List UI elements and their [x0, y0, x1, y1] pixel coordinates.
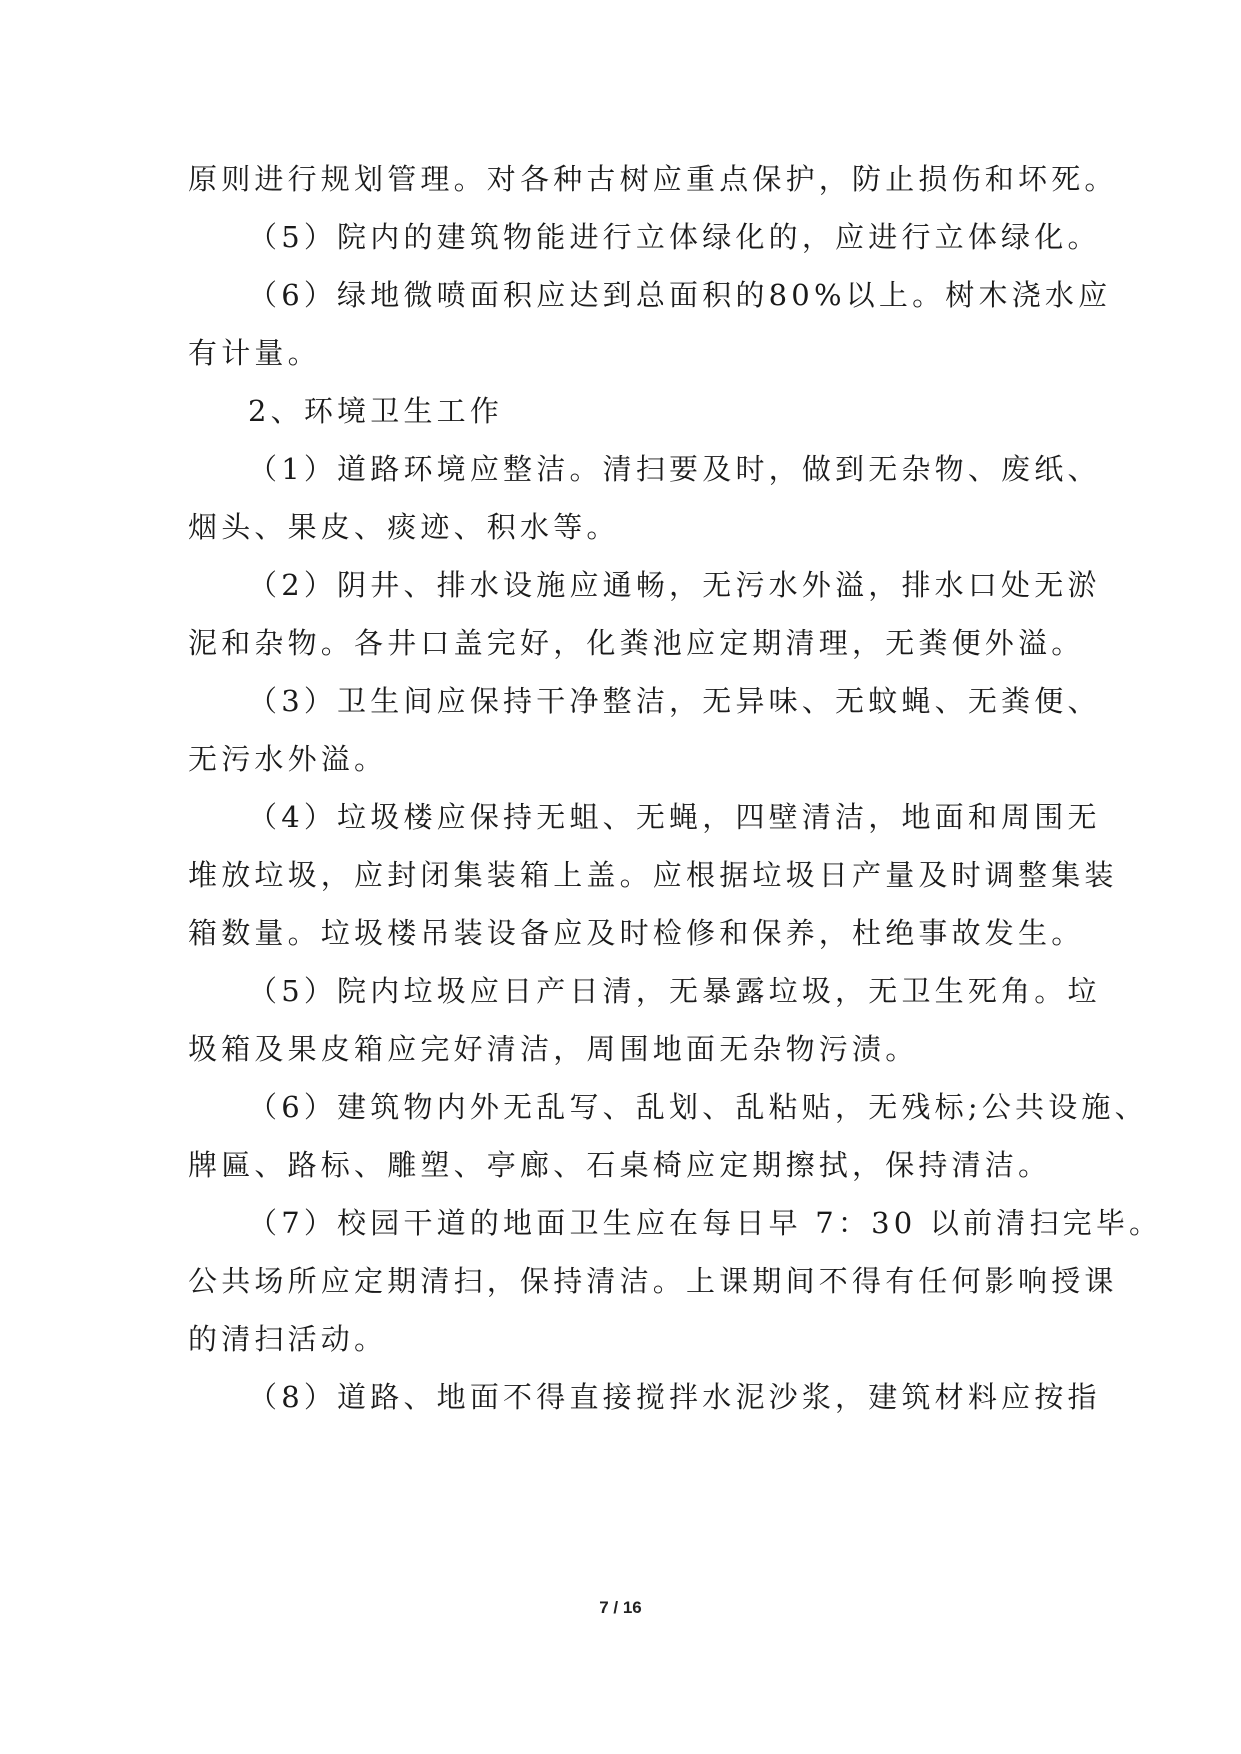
text-line: 有计量。 [188, 336, 321, 370]
text-line: 箱数量。垃圾楼吊装设备应及时检修和保养，杜绝事故发生。 [188, 916, 1085, 950]
document-body [188, 150, 1163, 1426]
text-line: 无污水外溢。 [188, 742, 388, 776]
text-line: （3）卫生间应保持干净整洁，无异味、无蚊蝇、无粪便、 [248, 684, 1101, 718]
text-line: 公共场所应定期清扫，保持清洁。上课期间不得有任何影响授课 [188, 1264, 1118, 1298]
text-line: （7）校园干道的地面卫生应在每日早 7：30 以前清扫完毕。 [248, 1206, 1163, 1240]
text-line: （6）绿地微喷面积应达到总面积的80%以上。树木浇水应 [248, 278, 1112, 312]
page-number: 7 / 16 [599, 1598, 642, 1617]
text-line: （5）院内垃圾应日产日清，无暴露垃圾，无卫生死角。垃 [248, 974, 1101, 1008]
text-line: 原则进行规划管理。对各种古树应重点保护，防止损伤和坏死。 [188, 162, 1118, 196]
text-line: （2）阴井、排水设施应通畅，无污水外溢，排水口处无淤 [248, 568, 1101, 602]
text-line: 烟头、果皮、痰迹、积水等。 [188, 510, 620, 544]
text-line: 泥和杂物。各井口盖完好，化粪池应定期清理，无粪便外溢。 [188, 626, 1085, 660]
text-line: （4）垃圾楼应保持无蛆、无蝇，四壁清洁，地面和周围无 [248, 800, 1101, 834]
text-line: 的清扫活动。 [188, 1322, 388, 1356]
text-line: 2、环境卫生工作 [248, 394, 504, 428]
text-line: 堆放垃圾，应封闭集装箱上盖。应根据垃圾日产量及时调整集装 [188, 858, 1118, 892]
text-line: 牌匾、路标、雕塑、亭廊、石桌椅应定期擦拭，保持清洁。 [188, 1148, 1052, 1182]
text-line: （5）院内的建筑物能进行立体绿化的，应进行立体绿化。 [248, 220, 1101, 254]
text-line: （6）建筑物内外无乱写、乱划、乱粘贴，无残标;公共设施、 [248, 1090, 1148, 1124]
text-line: 圾箱及果皮箱应完好清洁，周围地面无杂物污渍。 [188, 1032, 919, 1066]
text-line: （1）道路环境应整洁。清扫要及时，做到无杂物、废纸、 [248, 452, 1101, 486]
text-line: （8）道路、地面不得直接搅拌水泥沙浆，建筑材料应按指 [248, 1380, 1101, 1414]
